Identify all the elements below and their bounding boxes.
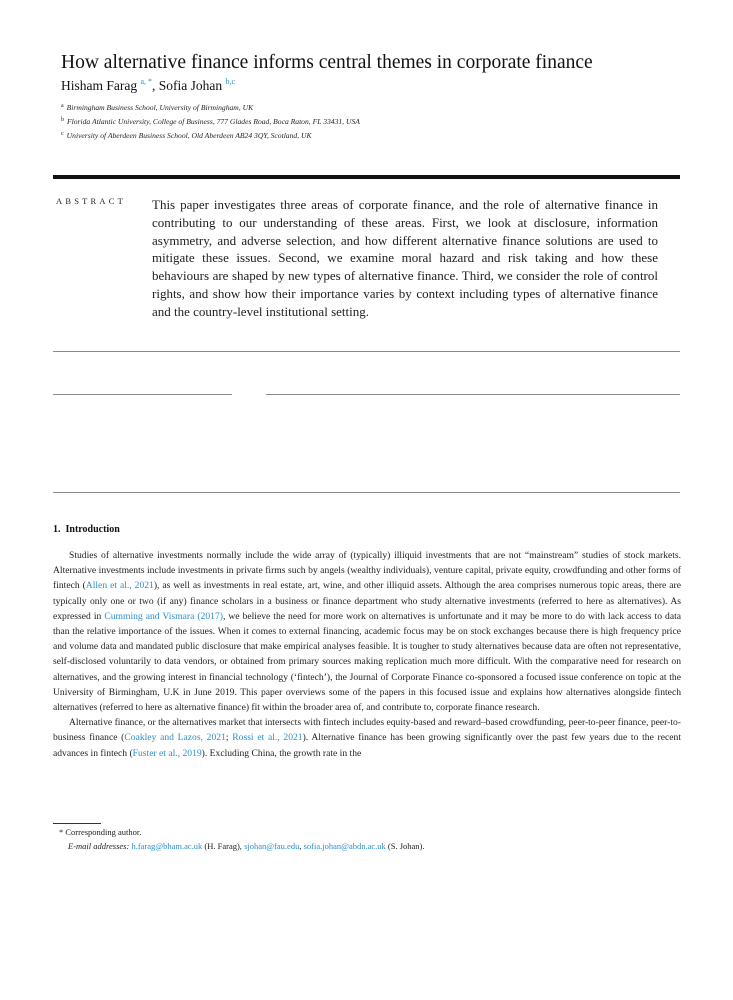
email-owner: ,: [299, 840, 302, 851]
text-run: ). Excluding China, the growth rate in the: [201, 747, 362, 759]
header-bottom-rule: [53, 492, 680, 493]
affiliation-text: Florida Atlantic University, College of Business, 777 Glades Road, Boca Raton, FL 33431, USA: [67, 117, 360, 126]
affiliation-mark: b: [61, 117, 64, 123]
affiliation-mark: a: [61, 103, 64, 109]
author-affil-mark[interactable]: b,c: [225, 77, 236, 86]
footnotes: [53, 826, 425, 853]
section-title: Introduction: [65, 524, 120, 535]
corresponding-author-note: * Corresponding author.: [59, 827, 142, 837]
citation-link[interactable]: Coakley and Lazos, 2021: [124, 732, 226, 744]
author-separator: ,: [152, 78, 159, 93]
keywords-rule: [266, 394, 680, 395]
email-owner: (H. Farag),: [204, 840, 242, 851]
article-info-rule: [53, 394, 232, 395]
affiliations: [61, 100, 360, 142]
email-link[interactable]: sofia.johan@abdn.ac.uk: [303, 840, 386, 851]
affiliation-text: University of Aberdeen Business School, Old Aberdeen AB24 3QY, Scotland, UK: [66, 131, 312, 140]
text-run: ), as well as investments in real estate, art, wine, and other illiquid assets. Although the area comprises numerous topic areas, there are typically only one or two (if any) finance scholars in a business or finance department who study alternative investments (referred to here as alternatives). As expressed in: [53, 580, 681, 622]
affiliation-text: Birmingham Business School, University of Birmingham, UK: [66, 103, 254, 112]
citation-link[interactable]: Fuster et al., 2019: [132, 747, 202, 759]
email-owner: (S. Johan).: [387, 840, 425, 851]
abstract-text: This paper investigates three areas of corporate finance, and the role of alternative finance in contributing to our understanding of these areas. First, we look at disclosure, information asymmetry, and adverse selection, and how different alternative finance solutions are used to mitigate these issues. Second, we examine moral hazard and risk taking and how these behaviours are shaped by new types of alternative finance. Third, we consider the role of control rights, and show how their importance varies by context including types of alternative finance and the country-level institutional setting.: [152, 197, 658, 319]
citation-link[interactable]: Cumming and Vismara (2017): [104, 610, 223, 622]
affiliation-mark: c: [61, 131, 64, 137]
footnote-rule: [53, 823, 101, 824]
citation-link[interactable]: Rossi et al., 2021: [232, 732, 303, 744]
paper-title: How alternative finance informs central themes in corporate finance: [61, 52, 593, 73]
citation-link[interactable]: Allen et al., 2021: [85, 580, 154, 592]
section-number: 1.: [53, 524, 61, 535]
text-run: Alternative finance, or the alternatives market that intersects with fintech includes equity-based and reward–based crowdfunding, peer-to-peer finance, peer-to-business finance (: [53, 717, 681, 744]
author-line: [61, 73, 235, 94]
affiliation: [61, 100, 360, 114]
email-addresses: [53, 840, 425, 854]
text-run: , we believe the need for more work on alternatives is unfortunate and it may be more to do with lack access to data than the relative importance of the issues. When it comes to external financing, academic focus may be on stock exchanges because there is high frequency price and volume data and mandated public disclosure that make empirical analyses feasible. It is tougher to study alternatives because data are often not representative, self-disclosed voluntarily to data vendors, or obtained from primary sources making replication much more difficult. With the comparative need for research on alternatives, and the growing interest in financial technology (‘fintech’), the Journal of Corporate Finance co-sponsored a focused issue conference on topic at the University of Birmingham, U.K in June 2019. This paper overviews some of the papers in this focused issue and explains how alternatives alongside fintech alternatives (referred to here as alternative finance) fit within the broader area of, and contribute to, corporate finance research.: [53, 610, 681, 714]
author-affil-mark[interactable]: a, *: [140, 77, 153, 86]
abstract-top-rule: [53, 175, 680, 179]
author-name: Hisham Farag: [61, 78, 138, 93]
abstract-label: ABSTRACT: [56, 196, 126, 206]
section-heading: [53, 524, 120, 535]
abstract-bottom-rule: [53, 351, 680, 352]
affiliation: [61, 128, 360, 142]
affiliation: [61, 114, 360, 128]
email-link[interactable]: sjohan@fau.edu: [244, 840, 300, 851]
paragraph: [53, 548, 681, 715]
email-link[interactable]: h.farag@bham.ac.uk: [131, 840, 203, 851]
text-run: Studies of alternative investments normally include the wide array of (typically) illiquid investments that are not “mainstream” studies of stock markets. Alternative investments include investments in private firms such by angels (wealthy individuals), venture capital, private equity, crowdfunding and other forms of fintech (: [53, 550, 681, 592]
author-name: Sofia Johan: [158, 78, 223, 93]
body-text: [53, 548, 681, 761]
text-run: ). Alternative finance has been growing significantly over the past few years due to the recent advances in fintech (: [53, 732, 681, 759]
paragraph: [53, 715, 681, 761]
text-run: ;: [225, 732, 233, 744]
email-label: E-mail addresses:: [68, 840, 130, 851]
